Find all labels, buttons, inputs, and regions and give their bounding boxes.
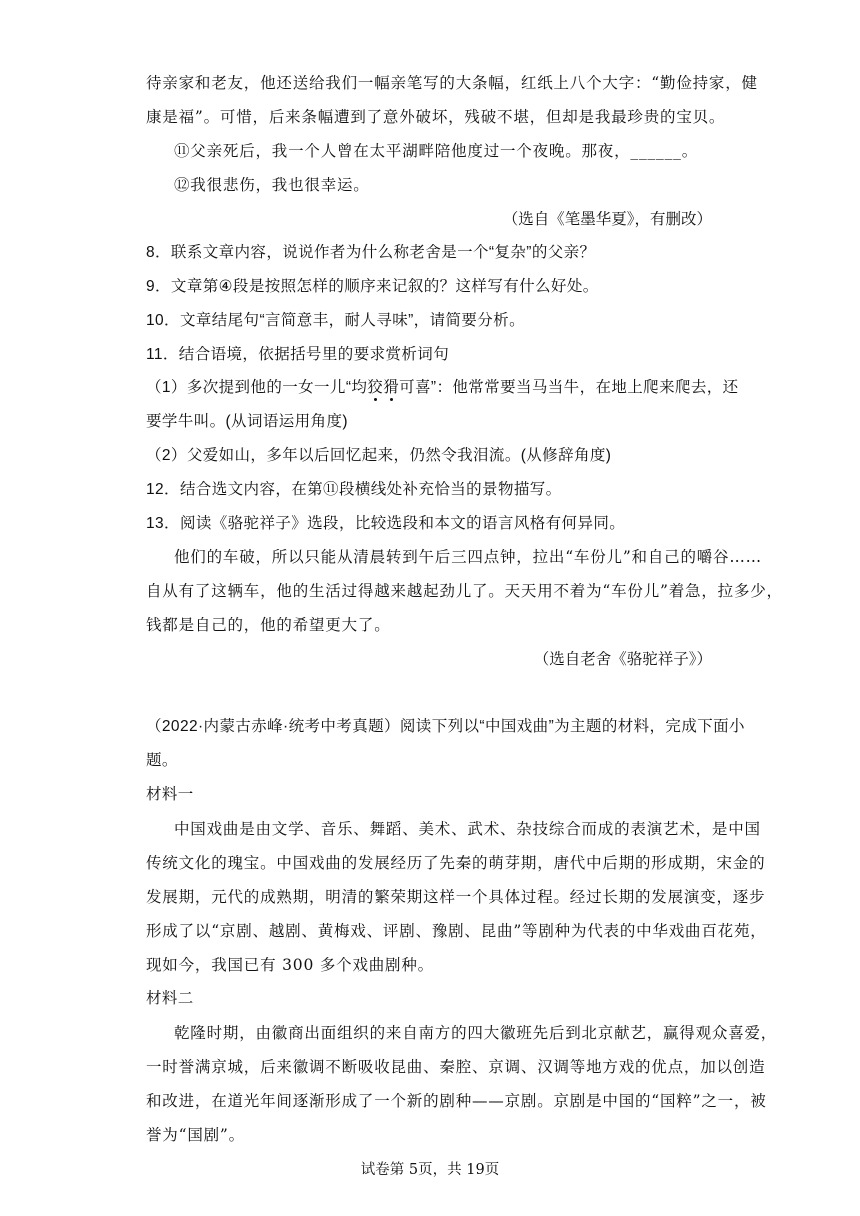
material-1-line: 发展期，元代的成熟期，明清的繁荣期这样一个具体过程。经过长期的发展演变，逐步 <box>146 888 766 906</box>
excerpt-line: 钱都是自己的，他的希望更大了。 <box>146 616 391 634</box>
question-9: 9．文章第④段是按照怎样的顺序来记叙的？这样写有什么好处。 <box>146 278 599 295</box>
question-8: 8．联系文章内容，说说作者为什么称老舍是一个“复杂”的父亲？ <box>146 244 596 261</box>
passage-line: ⑪父亲死后，我一个人曾在太平湖畔陪他度过一个夜晚。那夜，______。 <box>174 142 699 160</box>
material-2-line: 和改进，在道光年间逐渐形成了一个新的剧种——京剧。京剧是中国的“国粹”之一，被 <box>146 1092 767 1110</box>
passage-line: 待亲家和老友，他还送给我们一幅亲笔写的大条幅，红纸上八个大字：“勤俭持家，健 <box>146 74 758 92</box>
excerpt-line: 自从有了这辆车，他的生活过得越来越起劲儿了。天天用不着为“车份儿”着急，拉多少， <box>146 582 783 600</box>
passage-source: （选自《笔墨华夏》，有删改） <box>502 210 712 228</box>
question-11-1-text: （1）多次提到他的一女一儿“均 <box>146 379 368 396</box>
passage-line: 康是福”。可惜，后来条幅遭到了意外破坏，残破不堪，但却是我最珍贵的宝贝。 <box>146 108 726 126</box>
question-13: 13．阅读《骆驼祥子》选段，比较选段和本文的语言风格有何异同。 <box>146 515 626 532</box>
material-1-line: 现如今，我国已有 300 多个戏曲剧种。 <box>146 956 434 974</box>
material-2-line: 誉为“国剧”。 <box>146 1126 245 1144</box>
question-11: 11．结合语境，依据括号里的要求赏析词句 <box>146 346 450 363</box>
emphasis-char: 猾 <box>383 379 400 396</box>
question-12: 12．结合选文内容，在第⑪段横线处补充恰当的景物描写。 <box>146 481 562 498</box>
section-intro: （2022·内蒙古赤峰·统考中考真题）阅读下列以“中国戏曲”为主题的材料，完成下面小 <box>146 718 745 735</box>
question-11-1-cont: 要学牛叫。(从词语运用角度) <box>146 413 348 430</box>
material-1-line: 中国戏曲是由文学、音乐、舞蹈、美术、武术、杂技综合而成的表演艺术，是中国 <box>174 820 761 838</box>
page-footer: 试卷第 5页，共 19页 <box>360 1162 500 1178</box>
question-11-2: （2）父爱如山，多年以后回忆起来，仍然令我泪流。(从修辞角度) <box>146 447 612 464</box>
material-2-line: 一时誉满京城，后来徽调不断吸收昆曲、秦腔、京调、汉调等地方戏的优点，加以创造 <box>146 1058 766 1076</box>
question-11-1 <box>146 377 739 399</box>
question-11-1-text: 可喜”：他常常要当马当牛，在地上爬来爬去，还 <box>399 379 739 396</box>
section-intro: 题。 <box>146 752 178 769</box>
excerpt-source: （选自老舍《骆驼祥子》） <box>533 650 712 668</box>
material-2-title: 材料二 <box>146 990 194 1007</box>
question-10: 10．文章结尾句“言简意丰，耐人寻味”，请简要分析。 <box>146 312 525 329</box>
material-1-title: 材料一 <box>146 786 194 803</box>
material-2-line: 乾隆时期，由徽商出面组织的来自南方的四大徽班先后到北京献艺，赢得观众喜爱， <box>174 1024 778 1042</box>
material-1-line: 传统文化的瑰宝。中国戏曲的发展经历了先秦的萌芽期，唐代中后期的形成期，宋金的 <box>146 854 766 872</box>
passage-line: ⑫我很悲伤，我也很幸运。 <box>174 176 370 194</box>
excerpt-line: 他们的车破，所以只能从清晨转到午后三四点钟，拉出“车份儿”和自己的嚼谷…… <box>174 548 762 566</box>
emphasis-char: 狡 <box>367 379 384 396</box>
material-1-line: 形成了以“京剧、越剧、黄梅戏、评剧、豫剧、昆曲”等剧种为代表的中华戏曲百花苑， <box>146 922 767 940</box>
